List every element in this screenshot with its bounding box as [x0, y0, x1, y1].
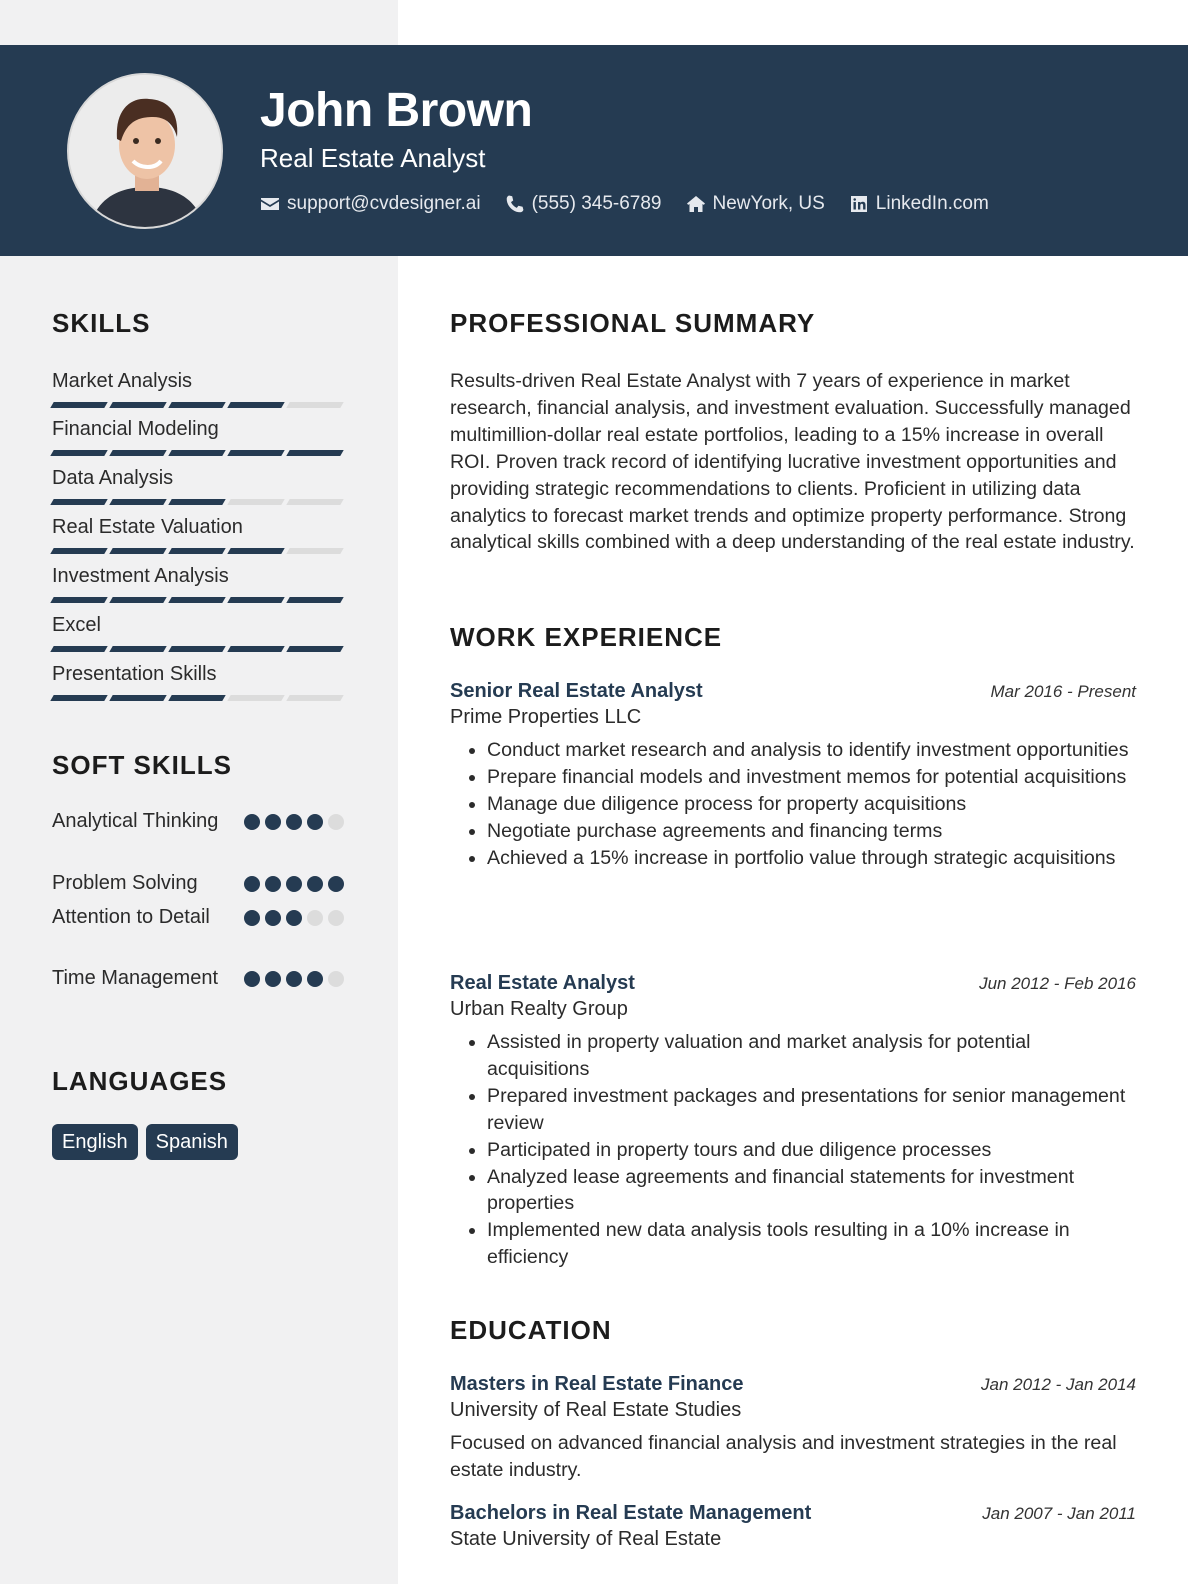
skill-level-segment — [168, 548, 225, 554]
job-bullet: • Manage due diligence process for property acquisitions — [487, 791, 1136, 818]
school-name: State University of Real Estate — [450, 1528, 722, 1550]
soft-skill-rating — [244, 808, 344, 835]
soft-skill-item — [52, 965, 344, 992]
job-title: Senior Real Estate Analyst — [450, 680, 703, 702]
rating-dot — [244, 910, 260, 926]
skill-level-segment — [286, 450, 343, 456]
skill-level-segment — [227, 548, 284, 554]
skill-item — [52, 612, 344, 652]
contact-location — [686, 193, 825, 215]
skill-level-bar — [52, 402, 344, 408]
skill-name: Investment Analysis — [52, 565, 229, 587]
skill-name: Data Analysis — [52, 467, 174, 489]
skill-level-segment — [50, 499, 107, 505]
contact-linkedin-text: LinkedIn.com — [875, 193, 989, 214]
contact-phone-text: (555) 345-6789 — [531, 193, 662, 214]
skill-level-bar — [52, 548, 344, 554]
soft-skills-heading: SOFT SKILLS — [52, 750, 232, 780]
skill-item — [52, 563, 344, 603]
soft-skill-name: Time Management — [52, 967, 218, 989]
job-bullet: • Implemented new data analysis tools resulting in a 10% increase in efficiency — [487, 1217, 1136, 1271]
soft-skill-name: Analytical Thinking — [52, 810, 219, 832]
skill-level-segment — [227, 499, 284, 505]
skill-item — [52, 465, 344, 505]
contact-location-text: NewYork, US — [712, 193, 825, 214]
contact-list — [260, 193, 989, 215]
job-bullet: • Negotiate purchase agreements and financing terms — [487, 818, 1136, 845]
skill-level-segment — [227, 646, 284, 652]
skill-level-segment — [50, 548, 107, 554]
rating-dot — [265, 876, 281, 892]
job-bullet: • Prepared investment packages and presentations for senior management review — [487, 1083, 1136, 1137]
skill-level-segment — [227, 402, 284, 408]
education-date: Jan 2012 - Jan 2014 — [980, 1375, 1136, 1394]
job-bullet: • Analyzed lease agreements and financial statements for investment properties — [487, 1164, 1136, 1218]
skill-level-segment — [168, 402, 225, 408]
header-banner — [0, 45, 1188, 256]
rating-dot — [328, 876, 344, 892]
skill-level-segment — [286, 695, 343, 701]
skill-level-segment — [286, 499, 343, 505]
skill-level-segment — [227, 695, 284, 701]
skill-level-segment — [109, 548, 166, 554]
rating-dot — [307, 910, 323, 926]
job-entry — [450, 680, 1136, 872]
rating-dot — [307, 971, 323, 987]
skill-level-segment — [227, 597, 284, 603]
job-title: Real Estate Analyst — [450, 972, 635, 994]
skill-item — [52, 416, 344, 456]
job-bullets — [450, 1029, 1136, 1271]
skill-name: Real Estate Valuation — [52, 516, 243, 538]
skill-level-bar — [52, 695, 344, 701]
candidate-name: John Brown — [260, 84, 533, 137]
rating-dot — [286, 814, 302, 830]
soft-skill-rating — [244, 870, 344, 897]
skill-level-segment — [50, 695, 107, 701]
job-company: Urban Realty Group — [450, 998, 628, 1020]
rating-dot — [328, 814, 344, 830]
education-entry — [450, 1373, 1136, 1484]
language-list — [52, 1124, 238, 1160]
job-date: Jun 2012 - Feb 2016 — [979, 974, 1136, 993]
skill-name: Excel — [52, 614, 101, 636]
soft-skill-name: Attention to Detail — [52, 906, 210, 928]
skill-level-segment — [109, 646, 166, 652]
skill-level-segment — [168, 646, 225, 652]
rating-dot — [307, 814, 323, 830]
contact-linkedin[interactable] — [849, 193, 989, 215]
skill-level-segment — [109, 402, 166, 408]
contact-email-text: support@cvdesigner.ai — [287, 193, 481, 214]
soft-skill-item — [52, 808, 344, 835]
soft-skill-rating — [244, 965, 344, 992]
skill-level-segment — [286, 548, 343, 554]
job-bullet: • Conduct market research and analysis to identify investment opportunities — [487, 737, 1136, 764]
job-bullet: • Participated in property tours and due diligence processes — [487, 1137, 1136, 1164]
rating-dot — [286, 910, 302, 926]
candidate-title: Real Estate Analyst — [260, 143, 486, 173]
education-date: Jan 2007 - Jan 2011 — [982, 1504, 1136, 1523]
skill-level-segment — [168, 597, 225, 603]
skill-level-bar — [52, 597, 344, 603]
contact-email[interactable] — [260, 193, 481, 215]
rating-dot — [265, 814, 281, 830]
soft-skill-item — [52, 904, 344, 931]
skill-level-bar — [52, 646, 344, 652]
job-bullet: • Assisted in property valuation and market analysis for potential acquisitions — [487, 1029, 1136, 1083]
language-badge: Spanish — [146, 1124, 238, 1160]
rating-dot — [307, 876, 323, 892]
job-company: Prime Properties LLC — [450, 706, 642, 728]
rating-dot — [244, 971, 260, 987]
skill-item — [52, 661, 344, 701]
skill-level-segment — [109, 695, 166, 701]
experience-heading: WORK EXPERIENCE — [450, 622, 723, 652]
profile-photo — [67, 73, 223, 229]
rating-dot — [328, 910, 344, 926]
skills-heading: SKILLS — [52, 308, 151, 338]
skill-level-segment — [286, 402, 343, 408]
job-bullet: • Achieved a 15% increase in portfolio value through strategic acquisitions — [487, 845, 1136, 872]
soft-skill-rating — [244, 904, 344, 931]
skill-level-segment — [109, 499, 166, 505]
contact-phone[interactable] — [505, 193, 662, 215]
skill-name: Presentation Skills — [52, 663, 217, 685]
skill-level-bar — [52, 450, 344, 456]
skill-level-segment — [227, 450, 284, 456]
skill-level-bar — [52, 499, 344, 505]
soft-skill-name: Problem Solving — [52, 872, 198, 894]
rating-dot — [265, 971, 281, 987]
skill-level-segment — [286, 597, 343, 603]
education-description: Focused on advanced financial analysis and investment strategies in the real estate industry. — [450, 1432, 1117, 1481]
skill-level-segment — [168, 695, 225, 701]
skill-level-segment — [50, 646, 107, 652]
skill-level-segment — [109, 450, 166, 456]
language-badge: English — [52, 1124, 138, 1160]
summary-heading: PROFESSIONAL SUMMARY — [450, 308, 816, 338]
rating-dot — [244, 814, 260, 830]
school-name: University of Real Estate Studies — [450, 1399, 742, 1421]
home-icon — [686, 194, 706, 214]
job-bullet: • Prepare financial models and investment memos for potential acquisitions — [487, 764, 1136, 791]
skill-level-segment — [168, 450, 225, 456]
skill-level-segment — [168, 499, 225, 505]
languages-heading: LANGUAGES — [52, 1066, 228, 1096]
soft-skill-item — [52, 870, 344, 897]
job-bullets — [450, 737, 1136, 872]
education-entry — [450, 1502, 1136, 1551]
education-heading: EDUCATION — [450, 1315, 612, 1345]
summary-text: Results-driven Real Estate Analyst with 7 years of experience in market research, financial analysis, and investment evaluation. Successfully managed multimillion-dollar real estate portfolios, leading to a 15% increase in overall ROI. Proven track record of identifying lucrative investment opportunities and providing strategic recommendations to clients. Proficient in utilizing data analytics to forecast market trends and optimize property performance. Strong analytical skills combined with a deep understanding of the real estate industry. — [450, 370, 1135, 554]
rating-dot — [286, 876, 302, 892]
degree-title: Bachelors in Real Estate Management — [450, 1502, 812, 1524]
skill-level-segment — [50, 402, 107, 408]
skill-level-segment — [50, 597, 107, 603]
linkedin-icon — [849, 194, 869, 214]
job-entry — [450, 972, 1136, 1271]
job-date: Mar 2016 - Present — [990, 682, 1136, 701]
skill-name: Financial Modeling — [52, 418, 219, 440]
skill-level-segment — [50, 450, 107, 456]
skill-item — [52, 514, 344, 554]
skill-level-segment — [286, 646, 343, 652]
phone-icon — [505, 194, 525, 214]
rating-dot — [286, 971, 302, 987]
degree-title: Masters in Real Estate Finance — [450, 1373, 744, 1395]
rating-dot — [328, 971, 344, 987]
envelope-icon — [260, 194, 280, 214]
skill-name: Market Analysis — [52, 370, 193, 392]
rating-dot — [244, 876, 260, 892]
rating-dot — [265, 910, 281, 926]
skill-level-segment — [109, 597, 166, 603]
skill-item — [52, 368, 344, 408]
